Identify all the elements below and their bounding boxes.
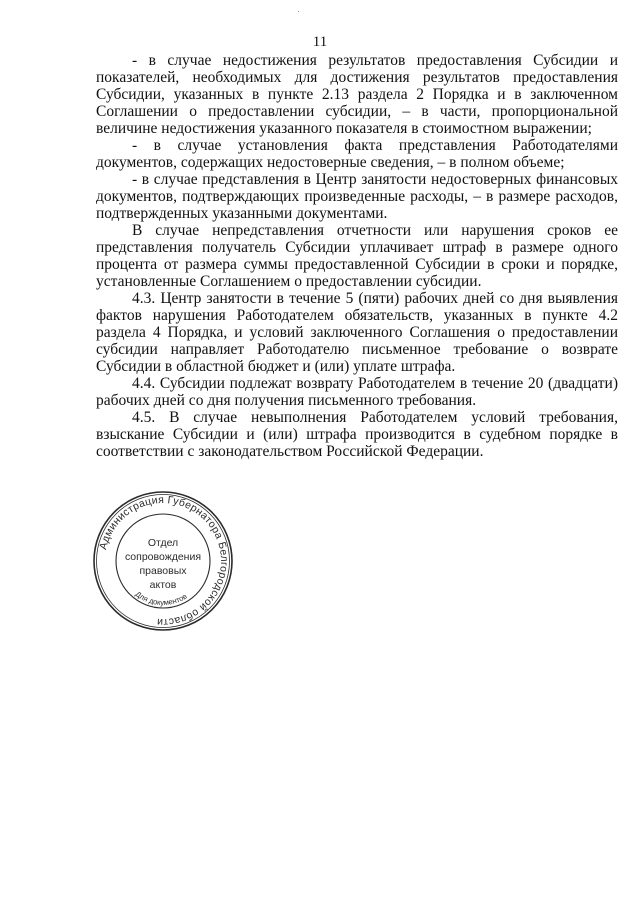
official-stamp <box>92 490 234 632</box>
stamp-inner-text: Для документов <box>133 589 189 608</box>
scan-speck <box>298 11 299 12</box>
paragraph-4-4: 4.4. Субсидии подлежат возврату Работодателем в течение 20 (двадцати) рабочих дней со дня получения письменного требования. <box>96 375 618 409</box>
paragraph-4-3: 4.3. Центр занятости в течение 5 (пяти) рабочих дней со дня выявления фактов нарушения Работодателем обязательств, указанных в пункте 4.2 раздела 4 Порядка, и условий заключенного Соглашения о предоставлении субсидии направляет Работодателю письменное требование о возврате Субсидии в областной бюджет и (или) уплате штрафа. <box>96 290 618 375</box>
paragraph-penalty-false-financial-documents: - в случае представления в Центр занятости недостоверных финансовых документов, подтверждающих произведенные расходы, – в размере расходов, подтвержденных указанными документами. <box>96 171 618 222</box>
stamp-center-line-2: сопровождения <box>124 551 202 563</box>
stamp-center-line-4: актов <box>149 579 177 591</box>
stamp-outer-text: Администрация Губернатора Белгородской области <box>97 493 231 629</box>
paragraph-4-5: 4.5. В случае невыполнения Работодателем условий требования, взыскание Субсидии и (или) штрафа производится в судебном порядке в соответствии с законодательством Российской Федерации. <box>96 409 618 460</box>
document-body <box>96 52 618 460</box>
paragraph-reporting-fine: В случае непредставления отчетности или нарушения сроков ее представления получатель Субсидии уплачивает штраф в размере одного процента от размера суммы предоставленной Субсидии в сроки и порядке, установленные Соглашением о предоставлении субсидии. <box>96 222 618 290</box>
stamp-center-line-3: правовых <box>139 565 187 577</box>
page-number: 11 <box>312 34 328 50</box>
paragraph-penalty-indicators: - в случае недостижения результатов предоставления Субсидии и показателей, необходимых для достижения результатов предоставления Субсидии, указанных в пункте 2.13 раздела 2 Порядка и в заключенном Соглашении о предоставлении субсидии, – в части, пропорциональной величине недостижения указанного показателя в стоимостном выражении; <box>96 52 618 137</box>
paragraph-penalty-false-documents: - в случае установления факта представления Работодателями документов, содержащих недостоверные сведения, – в полном объеме; <box>96 137 618 171</box>
stamp-center-line-1: Отдел <box>147 537 179 549</box>
